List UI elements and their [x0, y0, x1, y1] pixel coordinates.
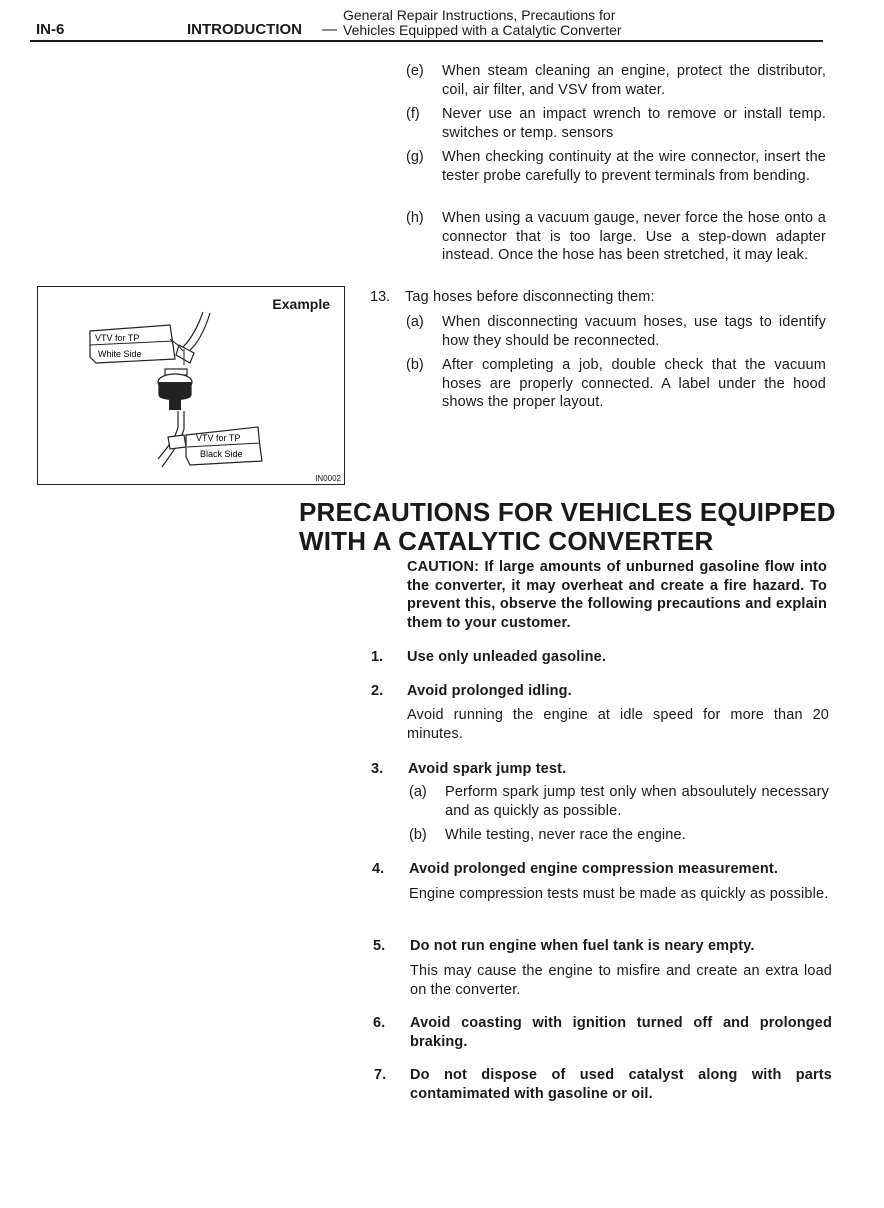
tag-top-line2: White Side — [98, 349, 142, 359]
tag-bottom-line2: Black Side — [200, 449, 243, 459]
page-number: IN-6 — [36, 21, 65, 38]
precaution-3a-text: Perform spark jump test only when absoulutely necessary and as quickly as possible. — [445, 784, 829, 819]
item-13-number: 13. — [370, 289, 391, 305]
section-title: INTRODUCTION — [187, 21, 302, 38]
precaution-1-number: 1. — [371, 649, 384, 665]
item-e-label: (e) — [406, 63, 424, 79]
header-dash: — — [322, 21, 337, 38]
precaution-5-title: Do not run engine when fuel tank is neary empty. — [410, 938, 755, 954]
item-13b-label: (b) — [406, 357, 424, 373]
precautions-heading-line2: WITH A CATALYTIC CONVERTER — [299, 526, 714, 556]
item-h-text: When using a vacuum gauge, never force the hose onto a connector that is too large. Use a step-down adapter instead. Once the hose has been stretched, it may leak. — [442, 210, 826, 263]
header-title-line1: General Repair Instructions, Precautions for — [343, 7, 616, 23]
figure-example-label: Example — [272, 296, 330, 312]
precaution-2-number: 2. — [371, 683, 384, 699]
precaution-4-title: Avoid prolonged engine compression measurement. — [409, 861, 779, 877]
precaution-7-title: Do not dispose of used catalyst along with parts contamimated with gasoline or oil. — [410, 1067, 832, 1102]
caution-paragraph — [407, 558, 827, 632]
item-13-text: Tag hoses before disconnecting them: — [405, 289, 655, 305]
item-e-text: When steam cleaning an engine, protect the distributor, coil, air filter, and VSV from water. — [442, 63, 826, 98]
precaution-5-body: This may cause the engine to misfire and create an extra load on the converter. — [410, 963, 832, 998]
precautions-heading-line1: PRECAUTIONS FOR VEHICLES EQUIPPED — [299, 497, 836, 527]
precaution-5-number: 5. — [373, 938, 386, 954]
precaution-2-title: Avoid prolonged idling. — [407, 683, 572, 699]
precaution-3-title: Avoid spark jump test. — [408, 761, 567, 777]
item-13b-text: After completing a job, double check that the vacuum hoses are properly connected. A label under the hood shows the proper layout. — [442, 357, 826, 410]
item-f-label: (f) — [406, 106, 420, 122]
precaution-2-body: Avoid running the engine at idle speed for more than 20 minutes. — [407, 707, 829, 742]
precaution-6-number: 6. — [373, 1015, 386, 1031]
header-rule — [30, 40, 823, 42]
tag-top-line1: VTV for TP — [95, 333, 140, 343]
item-h-label: (h) — [406, 210, 424, 226]
tag-bottom-line1: VTV for TP — [196, 433, 241, 443]
hose-tag-illustration — [38, 287, 344, 484]
caution-text: If large amounts of unburned gasoline flow into the converter, it may overheat and create a fire hazard. To prevent this, observe the following precautions and explain them to your customer. — [407, 559, 827, 631]
precaution-6-title: Avoid coasting with ignition turned off and prolonged braking. — [410, 1015, 832, 1050]
precaution-3b-label: (b) — [409, 827, 427, 843]
example-figure — [37, 286, 345, 485]
precaution-3-number: 3. — [371, 761, 384, 777]
item-g-label: (g) — [406, 149, 424, 165]
item-13a-text: When disconnecting vacuum hoses, use tags to identify how they should be reconnected. — [442, 314, 826, 349]
precaution-3a-label: (a) — [409, 784, 427, 800]
item-g-text: When checking continuity at the wire connector, insert the tester probe carefully to prevent terminals from bending. — [442, 149, 826, 184]
precaution-7-number: 7. — [374, 1067, 387, 1083]
precaution-3b-text: While testing, never race the engine. — [445, 827, 686, 843]
header-title-line2: Vehicles Equipped with a Catalytic Converter — [343, 22, 622, 38]
item-13a-label: (a) — [406, 314, 424, 330]
precaution-4-number: 4. — [372, 861, 385, 877]
item-f-text: Never use an impact wrench to remove or install temp. switches or temp. sensors — [442, 106, 826, 141]
precaution-1-title: Use only unleaded gasoline. — [407, 649, 607, 665]
precaution-4-body: Engine compression tests must be made as quickly as possible. — [409, 886, 829, 902]
caution-label: CAUTION: — [407, 559, 480, 575]
figure-code: IN0002 — [315, 474, 341, 483]
